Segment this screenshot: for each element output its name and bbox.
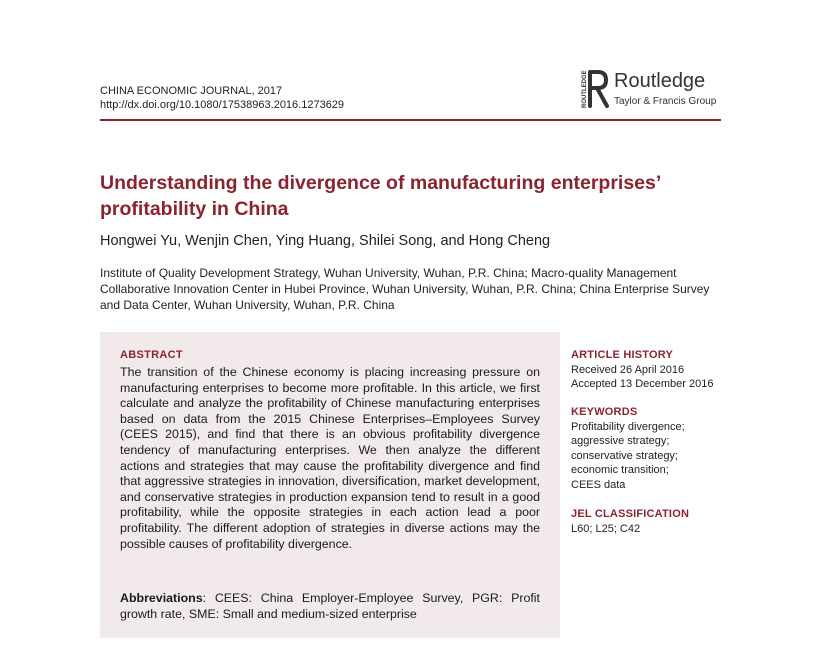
keywords <box>571 405 741 492</box>
keyword-item: conservative strategy; <box>571 449 678 462</box>
article-authors: Hongwei Yu, Wenjin Chen, Ying Huang, Shilei Song, and Hong Cheng <box>100 233 551 249</box>
header-divider <box>100 119 721 121</box>
keyword-item: Profitability divergence; <box>571 420 685 433</box>
keyword-item: aggressive strategy; <box>571 435 670 447</box>
abbreviations-label: Abbreviations <box>120 591 203 605</box>
publisher-side-text: ROUTLEDGE <box>582 70 588 108</box>
journal-name: CHINA ECONOMIC JOURNAL, 2017 <box>100 85 283 97</box>
accepted-date: Accepted 13 December 2016 <box>571 378 714 390</box>
abbreviations <box>120 590 540 622</box>
abstract-heading: ABSTRACT <box>120 349 183 361</box>
received-date: Received 26 April 2016 <box>571 363 685 376</box>
article-history <box>571 348 741 392</box>
abbreviations-text: : CEES: China Employer-Employee Survey, PGR: Profit growth rate, SME: Small and medium-sized enterprise <box>120 591 540 621</box>
article-title: Understanding the divergence of manufacturing enterprises’ profitability in China <box>100 172 661 220</box>
publisher-name: Routledge <box>614 70 706 92</box>
jel-heading: JEL CLASSIFICATION <box>571 508 690 520</box>
routledge-r-logo-icon <box>580 68 612 112</box>
jel-classification <box>571 507 741 536</box>
journal-header <box>100 84 344 112</box>
abstract-panel <box>100 332 560 638</box>
keywords-heading: KEYWORDS <box>571 406 638 418</box>
publisher-logo[interactable] <box>580 68 725 112</box>
author-affiliation: Institute of Quality Development Strategy, Wuhan University, Wuhan, P.R. China; Macro-quality Management Collaborative Innovation Center in Hubei Province, Wuhan University, Wuhan, P.R. China; China Enterprise Survey and Data Center, Wuhan University, Wuhan, P.R. China <box>100 266 710 312</box>
jel-codes: L60; L25; C42 <box>571 522 641 535</box>
article-history-heading: ARTICLE HISTORY <box>571 349 674 361</box>
abstract-text: The transition of the Chinese economy is placing increasing pressure on manufacturing enterprises to become more profitable. In this article, we first calculate and analyze the profitability of Chinese manufacturing enterprises based on data from the 2015 Chinese Enterprises–Employees Survey (CEES 2015), and find that there is an obvious profitability divergence tendency of manufacturing enterprises. We then analyze the different actions and strategies that may cause the profitability divergence and find that aggressive strategies in innovation, diversification, market development, and conservative strategies in production expansion tend to result in a good profitability, while the opposite strategies in each action lead a poor profitability. The different adoption of strategies in diverse actions may the possible causes of profitability divergence. <box>120 365 540 551</box>
journal-doi[interactable]: http://dx.doi.org/10.1080/17538963.2016.1273629 <box>100 99 345 111</box>
keyword-item: economic transition; <box>571 464 669 476</box>
publisher-group: Taylor & Francis Group <box>614 96 717 107</box>
keyword-item: CEES data <box>571 478 626 491</box>
